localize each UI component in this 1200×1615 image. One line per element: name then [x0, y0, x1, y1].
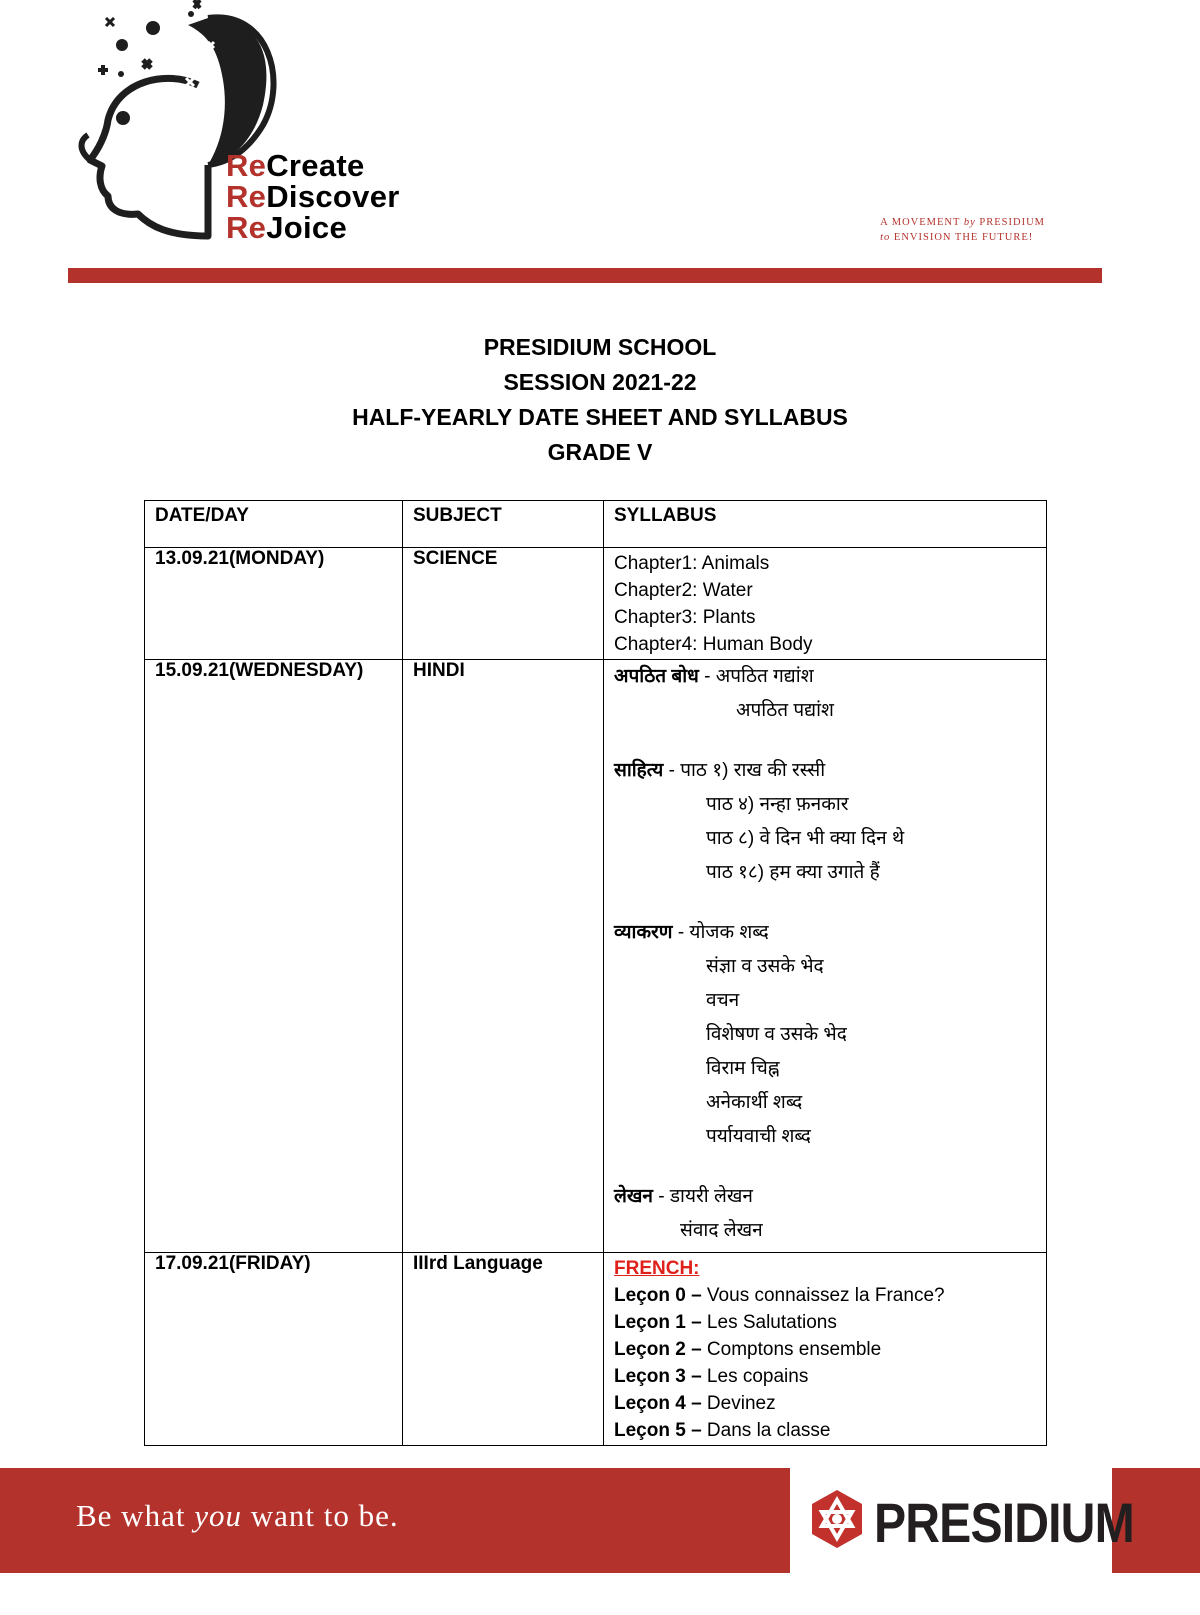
tagline-recreate: ReCreate [226, 148, 365, 183]
syllabus-item: व्याकरण - योजक शब्द [614, 922, 769, 943]
date-sheet-table [144, 500, 1047, 1446]
syllabus-cell [604, 1253, 1047, 1446]
tagline-rediscover: ReDiscover [226, 179, 400, 214]
table-row [145, 660, 1047, 1253]
subject-cell: HINDI [403, 660, 604, 1253]
syllabus-item: Leçon 1 – Les Salutations [614, 1312, 837, 1333]
date-cell: 13.09.21(MONDAY) [145, 548, 403, 660]
footer-banner [0, 1468, 1200, 1573]
table-header-row [145, 501, 1047, 548]
subject-cell: SCIENCE [403, 548, 604, 660]
school-name: PRESIDIUM SCHOOL [483, 334, 717, 360]
syllabus-item: पाठ ८) वे दिन भी क्या दिन थे [706, 828, 905, 849]
brand-name: PRESIDIUM [874, 1491, 1134, 1554]
presidium-star-icon [806, 1488, 868, 1550]
header-date: DATE/DAY [145, 501, 403, 548]
table-row [145, 1253, 1047, 1446]
syllabus-item: साहित्य - पाठ १) राख की रस्सी [614, 760, 826, 781]
syllabus-item: Chapter1: Animals [614, 553, 770, 574]
syllabus-cell [604, 660, 1047, 1253]
table-row [145, 548, 1047, 660]
syllabus-item: अपठित पद्यांश [736, 700, 834, 721]
french-heading: FRENCH: [614, 1258, 700, 1279]
sheet-title: HALF-YEARLY DATE SHEET AND SYLLABUS [352, 404, 848, 430]
syllabus-item: पाठ ४) नन्हा फ़नकार [706, 794, 849, 815]
syllabus-item: Leçon 2 – Comptons ensemble [614, 1339, 882, 1360]
logo-tagline [226, 150, 400, 243]
presidium-brand-logo [806, 1488, 1134, 1554]
syllabus-item: पर्यायवाची शब्द [706, 1126, 811, 1147]
header-syllabus: SYLLABUS [604, 501, 1047, 548]
document-title-block [0, 330, 1200, 470]
subject-cell: IIIrd Language [403, 1253, 604, 1446]
grade-title: GRADE V [547, 439, 653, 465]
syllabus-cell [604, 548, 1047, 660]
footer-motto: Be what you want to be. [76, 1498, 399, 1533]
date-cell: 15.09.21(WEDNESDAY) [145, 660, 403, 1253]
syllabus-item: पाठ १८) हम क्या उगाते हैं [706, 862, 880, 883]
syllabus-item: अपठित बोध - अपठित गद्यांश [614, 666, 814, 687]
date-cell: 17.09.21(FRIDAY) [145, 1253, 403, 1446]
syllabus-item: Leçon 0 – Vous connaissez la France? [614, 1285, 945, 1306]
session-title: SESSION 2021-22 [503, 369, 697, 395]
syllabus-item: Chapter4: Human Body [614, 634, 813, 655]
syllabus-item: विशेषण व उसके भेद [706, 1024, 847, 1045]
syllabus-item: संज्ञा व उसके भेद [706, 956, 824, 977]
syllabus-item: संवाद लेखन [680, 1220, 763, 1241]
header-divider [68, 268, 1102, 283]
syllabus-item: Leçon 4 – Devinez [614, 1393, 776, 1414]
syllabus-item: अनेकार्थी शब्द [706, 1092, 803, 1113]
syllabus-item: वचन [706, 990, 740, 1011]
syllabus-item: Chapter3: Plants [614, 607, 756, 628]
header-subject: SUBJECT [403, 501, 604, 548]
tagline-rejoice: ReJoice [226, 210, 348, 245]
syllabus-item: लेखन - डायरी लेखन [614, 1186, 753, 1207]
syllabus-item: Chapter2: Water [614, 580, 753, 601]
syllabus-item: Leçon 3 – Les copains [614, 1366, 809, 1387]
syllabus-item: विराम चिह्न [706, 1058, 780, 1079]
movement-slogan: A MOVEMENT by PRESIDIUM to ENVISION THE FUTURE! [880, 217, 1045, 243]
syllabus-item: Leçon 5 – Dans la classe [614, 1420, 831, 1441]
